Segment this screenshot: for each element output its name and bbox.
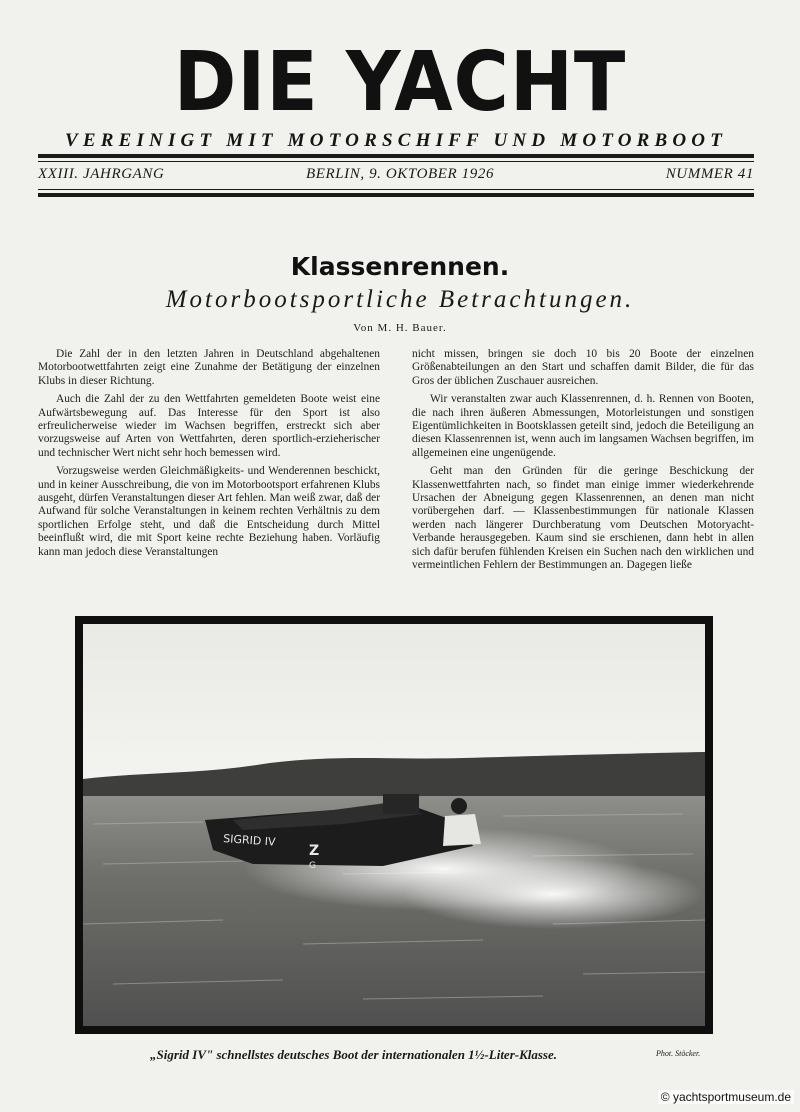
- volume-label: XXIII. JAHRGANG: [38, 166, 165, 182]
- boat-photo: [75, 616, 713, 1034]
- article-title: Klassenrennen.: [290, 252, 510, 281]
- copyright-watermark: © yachtsportmuseum.de: [658, 1090, 794, 1104]
- paragraph: Vorzugsweise werden Gleichmäßigkeits- und Wenderennen beschickt, und in keiner Ausschreibung, die von im Motorbootsport erfahrenen Klubs ausgeht, dürfen Veranstaltungen dieser Art fehlen. Man weiß zwar, daß der Aufwand für solche Veranstaltungen in keinem rechten Verhältnis zu dem sportlichen Erfolge steht, und daß die Entscheidung durch Mittel beeinflußt wird, die mit Sport keine rechte Beziehung haben. Vorläufig kann man jedoch diese Veranstaltungen: [38, 465, 380, 558]
- article-column-left: [38, 348, 380, 584]
- paragraph: nicht missen, bringen sie doch 10 bis 20 Boote der einzelnen Größenabteilungen an den Start und schaffen damit Bilder, die für das Gros der üblichen Zuschauer ausreichen.: [412, 348, 754, 387]
- masthead-rule: [38, 193, 754, 197]
- driver-head: [451, 798, 467, 814]
- masthead-rule: [38, 161, 754, 162]
- masthead-subtitle: VEREINIGT MIT MOTORSCHIFF UND MOTORBOOT: [64, 130, 728, 151]
- boat-photo-image: [83, 624, 705, 1026]
- masthead-rule: [38, 154, 754, 158]
- paragraph: Auch die Zahl der zu den Wettfahrten gemeldeten Boote weist eine Aufwärtsbewegung auf. Das Interesse für den Sport ist also erfreulicherweise wieder im Wachsen begriffen, erstreckt sich aber vorzugsweise auf Arten von Wettfahrten, deren sportlich-erzieherischer und technischer Wert nicht sehr hoch bemessen wird.: [38, 393, 380, 459]
- article-column-right: [412, 348, 754, 584]
- masthead-rule: [38, 189, 754, 190]
- boat-name-label: SIGRID IV: [222, 832, 276, 849]
- hull-letter: Z: [309, 843, 320, 859]
- issue-date: BERLIN, 9. OKTOBER 1926: [305, 166, 495, 182]
- engine-housing: [383, 794, 419, 814]
- masthead-title: DIE YACHT: [173, 35, 627, 130]
- wake-foam: [403, 859, 703, 929]
- paragraph: Wir veranstalten zwar auch Klassenrennen, d. h. Rennen von Booten, die nach ihren äußeren Abmessungen, Motorleistungen und sonstigen Eigentümlichkeiten in Bootsklassen geteilt sind, jedoch die Beteiligung an diesen Klassenrennen ist, wenn auch im langsamen Wachsen begriffen, im allgemeinen eine ungenügende.: [412, 393, 754, 459]
- photo-credit: Phot. Stöcker.: [656, 1049, 701, 1058]
- driver-body: [443, 814, 481, 846]
- issue-number: NUMMER 41: [665, 166, 754, 182]
- paragraph: Die Zahl der in den letzten Jahren in Deutschland abgehaltenen Motorbootwettfahrten zeigt eine Zunahme der Betätigung der einzelnen Klubs in dieser Richtung.: [38, 348, 380, 387]
- hull-mark: G: [309, 861, 316, 871]
- article-subtitle: Motorbootsportliche Betrachtungen.: [165, 286, 635, 313]
- photo-caption: „Sigrid IV" schnellstes deutsches Boot der internationalen 1½-Liter-Klasse.: [150, 1047, 558, 1062]
- article-byline: Von M. H. Bauer.: [353, 322, 447, 334]
- paragraph: Geht man den Gründen für die geringe Beschickung der Klassenwettfahrten nach, so findet man einige immer wiederkehrende Ursachen der Abneigung gegen Klassenrennen, an denen man nicht vorübergehen darf. — Klassenbestimmungen für nationale Klassen werden nach längerer Durchberatung vom Deutschen Motoryacht-Verbande herausgegeben. Kaum sind sie erschienen, dann hebt in allen sich dafür berufen fühlenden Kreisen ein Suchen nach den wirklichen und vermeintlichen Fehlern der Bestimmungen an. Dagegen ließe: [412, 465, 754, 572]
